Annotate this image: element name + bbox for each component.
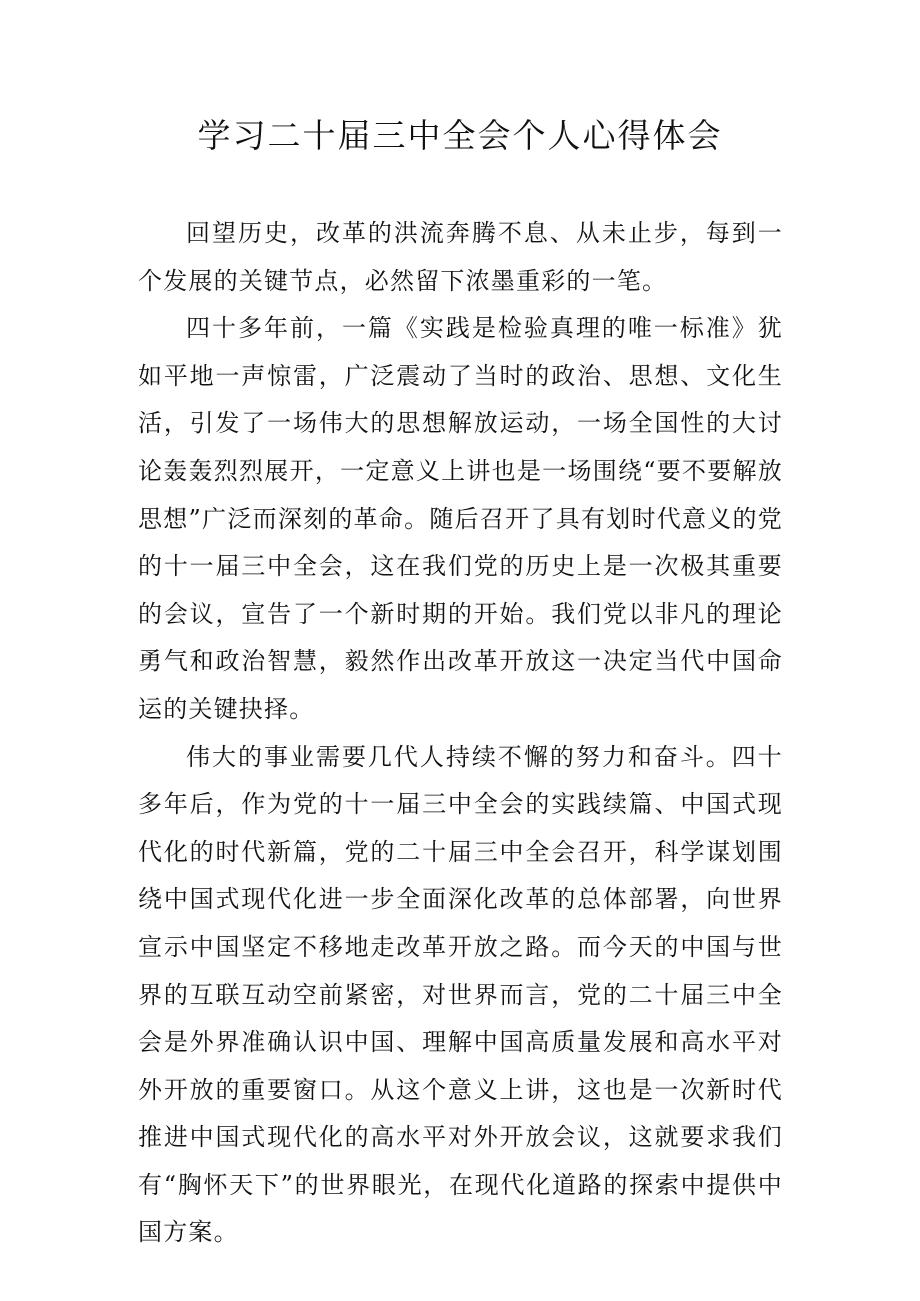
- paragraph-history-review: 回望历史，改革的洪流奔腾不息、从未止步，每到一个发展的关键节点，必然留下浓墨重彩的一笔。: [138, 219, 783, 295]
- document-body: [138, 210, 783, 1257]
- document-title: 学习二十届三中全会个人心得体会: [197, 116, 723, 155]
- paragraph-forty-years-ago: 四十多年前，一篇《实践是检验真理的唯一标准》犹如平地一声惊雷，广泛震动了当时的政治、思想、文化生活，引发了一场伟大的思想解放运动，一场全国性的大讨论轰轰烈烈展开，一定意义上讲也是一场围绕“要不要解放思想”广泛而深刻的革命。随后召开了具有划时代意义的党的十一届三中全会，这在我们党的历史上是一次极其重要的会议，宣告了一个新时期的开始。我们党以非凡的理论勇气和政治智慧，毅然作出改革开放这一决定当代中国命运的关键抉择。: [138, 314, 783, 723]
- paragraph-great-cause: 伟大的事业需要几代人持续不懈的努力和奋斗。四十多年后，作为党的十一届三中全会的实践续篇、中国式现代化的时代新篇，党的二十届三中全会召开，科学谋划围绕中国式现代化进一步全面深化改革的总体部署，向世界宣示中国坚定不移地走改革开放之路。而今天的中国与世界的互联互动空前紧密，对世界而言，党的二十届三中全会是外界准确认识中国、理解中国高质量发展和高水平对外开放的重要窗口。从这个意义上讲，这也是一次新时代推进中国式现代化的高水平对外开放会议，这就要求我们有“胸怀天下”的世界眼光，在现代化道路的探索中提供中国方案。: [138, 742, 783, 1247]
